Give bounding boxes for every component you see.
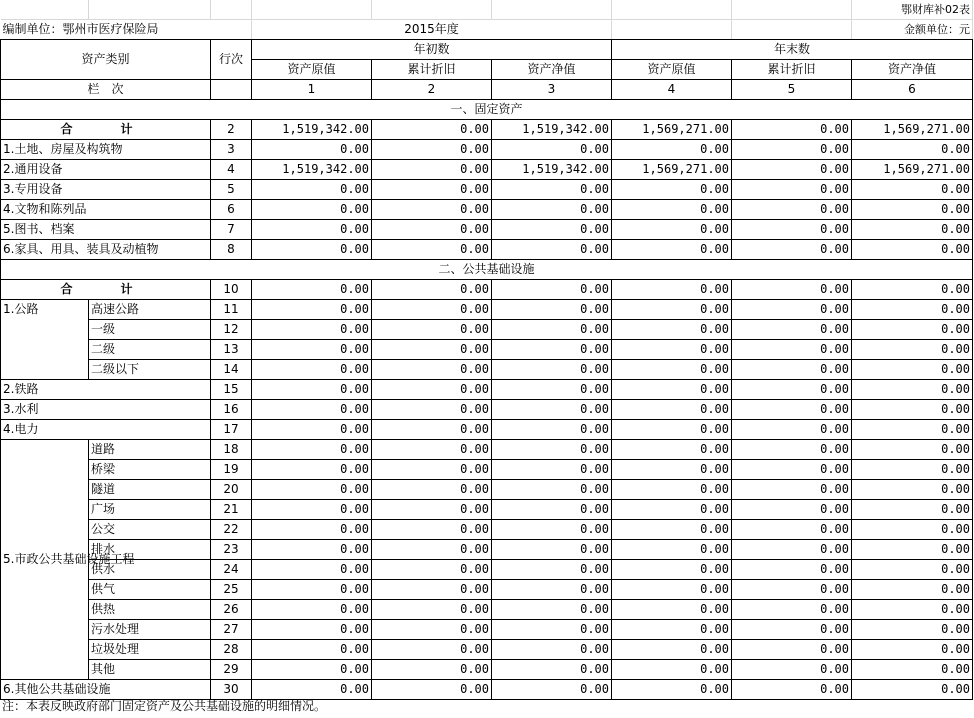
value-cell: 0.00: [252, 620, 372, 640]
value-cell: 0.00: [612, 320, 732, 340]
sub-label: 广场: [89, 500, 211, 520]
header-category: 资产类别: [1, 40, 211, 80]
value-cell: 0.00: [732, 420, 852, 440]
line-number: 3: [211, 140, 252, 160]
value-cell: 0.00: [852, 640, 973, 660]
line-number: 5: [211, 180, 252, 200]
value-cell: 0.00: [492, 520, 612, 540]
value-cell: 0.00: [492, 560, 612, 580]
value-cell: 0.00: [252, 660, 372, 680]
group-label-municipal: 5.市政公共基础设施工程: [1, 440, 89, 680]
value-cell: 0.00: [852, 240, 973, 260]
value-cell: 0.00: [492, 300, 612, 320]
value-cell: 0.00: [252, 180, 372, 200]
value-cell: 0.00: [252, 600, 372, 620]
value-cell: 1,569,271.00: [612, 160, 732, 180]
value-cell: 0.00: [612, 200, 732, 220]
table-row: [1, 600, 973, 620]
value-cell: 0.00: [612, 660, 732, 680]
value-cell: 0.00: [492, 400, 612, 420]
value-cell: 0.00: [852, 480, 973, 500]
value-cell: 0.00: [732, 240, 852, 260]
table-row: [1, 400, 973, 420]
value-cell: 0.00: [252, 400, 372, 420]
value-cell: 0.00: [612, 580, 732, 600]
value-cell: 0.00: [732, 540, 852, 560]
line-number: 15: [211, 380, 252, 400]
value-cell: 0.00: [492, 540, 612, 560]
line-number: 16: [211, 400, 252, 420]
value-cell: 0.00: [852, 280, 973, 300]
value-cell: 0.00: [252, 360, 372, 380]
value-cell: 0.00: [252, 200, 372, 220]
value-cell: 0.00: [492, 480, 612, 500]
col-num-2: 2: [372, 80, 492, 100]
header-begin-depreciation: 累计折旧: [372, 60, 492, 80]
value-cell: 0.00: [372, 660, 492, 680]
value-cell: 0.00: [612, 420, 732, 440]
table-row: [1, 420, 973, 440]
value-cell: 0.00: [732, 380, 852, 400]
value-cell: 0.00: [372, 420, 492, 440]
value-cell: 0.00: [612, 500, 732, 520]
value-cell: 0.00: [732, 200, 852, 220]
value-cell: 0.00: [492, 360, 612, 380]
value-cell: 0.00: [372, 240, 492, 260]
value-cell: 0.00: [252, 480, 372, 500]
table-row: [1, 660, 973, 680]
value-cell: 0.00: [252, 140, 372, 160]
value-cell: 0.00: [732, 320, 852, 340]
value-cell: 0.00: [492, 580, 612, 600]
value-cell: 0.00: [852, 220, 973, 240]
value-cell: 0.00: [252, 520, 372, 540]
value-cell: 0.00: [612, 220, 732, 240]
table-row: [1, 160, 973, 180]
value-cell: 0.00: [492, 220, 612, 240]
sub-label: 桥梁: [89, 460, 211, 480]
line-number: 18: [211, 440, 252, 460]
sub-label: 其他: [89, 660, 211, 680]
value-cell: 0.00: [612, 400, 732, 420]
section-fixed-assets-title: 一、固定资产: [1, 100, 973, 120]
value-cell: 0.00: [732, 600, 852, 620]
value-cell: 0.00: [492, 660, 612, 680]
value-cell: 0.00: [852, 200, 973, 220]
line-number: 11: [211, 300, 252, 320]
value-cell: 1,569,271.00: [612, 120, 732, 140]
value-cell: 0.00: [852, 460, 973, 480]
line-number: 17: [211, 420, 252, 440]
value-cell: 1,569,271.00: [852, 120, 973, 140]
value-cell: 1,569,271.00: [852, 160, 973, 180]
line-number: 6: [211, 200, 252, 220]
header-begin-of-year: 年初数: [252, 40, 612, 60]
value-cell: 0.00: [492, 500, 612, 520]
line-number: 7: [211, 220, 252, 240]
line-number: 10: [211, 280, 252, 300]
table-row: [1, 340, 973, 360]
value-cell: 0.00: [252, 300, 372, 320]
value-cell: 0.00: [372, 340, 492, 360]
value-cell: 0.00: [252, 460, 372, 480]
value-cell: 0.00: [612, 180, 732, 200]
line-number: 14: [211, 360, 252, 380]
table-row: [1, 580, 973, 600]
value-cell: 0.00: [612, 440, 732, 460]
line-number: 19: [211, 460, 252, 480]
value-cell: 0.00: [492, 240, 612, 260]
header-begin-original: 资产原值: [252, 60, 372, 80]
header-begin-net: 资产净值: [492, 60, 612, 80]
col-num-3: 3: [492, 80, 612, 100]
value-cell: 0.00: [372, 580, 492, 600]
value-cell: 0.00: [372, 160, 492, 180]
value-cell: 0.00: [612, 140, 732, 160]
total-row: [1, 280, 973, 300]
table-row: [1, 220, 973, 240]
value-cell: 0.00: [732, 160, 852, 180]
value-cell: 0.00: [372, 440, 492, 460]
value-cell: 0.00: [372, 220, 492, 240]
value-cell: 0.00: [372, 140, 492, 160]
line-number: 28: [211, 640, 252, 660]
table-row: [1, 500, 973, 520]
header-end-original: 资产原值: [612, 60, 732, 80]
value-cell: 0.00: [732, 440, 852, 460]
value-cell: 0.00: [852, 180, 973, 200]
value-cell: 0.00: [612, 340, 732, 360]
value-cell: 0.00: [372, 560, 492, 580]
sub-label: 排水: [89, 540, 211, 560]
col-num-5: 5: [732, 80, 852, 100]
row-label: 合 计: [1, 280, 211, 300]
table-row: [1, 140, 973, 160]
value-cell: 0.00: [252, 420, 372, 440]
value-cell: 0.00: [372, 500, 492, 520]
value-cell: 1,519,342.00: [252, 120, 372, 140]
value-cell: 0.00: [852, 420, 973, 440]
row-label: 合 计: [1, 120, 211, 140]
value-cell: 0.00: [492, 320, 612, 340]
value-cell: 0.00: [852, 400, 973, 420]
value-cell: 0.00: [492, 340, 612, 360]
row-label: 6.家具、用具、装具及动植物: [1, 240, 211, 260]
row-label: 2.铁路: [1, 380, 211, 400]
value-cell: 0.00: [372, 460, 492, 480]
header-end-of-year: 年末数: [612, 40, 973, 60]
value-cell: 0.00: [372, 480, 492, 500]
value-cell: 0.00: [372, 600, 492, 620]
line-number: 20: [211, 480, 252, 500]
line-number: 21: [211, 500, 252, 520]
value-cell: 0.00: [372, 320, 492, 340]
value-cell: 0.00: [732, 480, 852, 500]
value-cell: 0.00: [732, 180, 852, 200]
sub-label: 道路: [89, 440, 211, 460]
value-cell: 0.00: [852, 580, 973, 600]
sub-label: 垃圾处理: [89, 640, 211, 660]
value-cell: 0.00: [492, 180, 612, 200]
value-cell: 0.00: [732, 660, 852, 680]
table-row: [1, 560, 973, 580]
table-row: [1, 460, 973, 480]
line-number: 8: [211, 240, 252, 260]
value-cell: 1,519,342.00: [492, 120, 612, 140]
value-cell: 0.00: [612, 300, 732, 320]
value-cell: 0.00: [732, 580, 852, 600]
value-cell: 0.00: [852, 540, 973, 560]
section-fixed-assets: [1, 100, 973, 120]
sub-label: 供气: [89, 580, 211, 600]
currency-unit: 金额单位：元: [852, 20, 973, 40]
row-label: 4.文物和陈列品: [1, 200, 211, 220]
line-number: 12: [211, 320, 252, 340]
value-cell: 0.00: [732, 280, 852, 300]
value-cell: 0.00: [492, 200, 612, 220]
line-number: 23: [211, 540, 252, 560]
value-cell: 0.00: [852, 680, 973, 700]
value-cell: 0.00: [852, 620, 973, 640]
table-row: [1, 200, 973, 220]
value-cell: 0.00: [612, 540, 732, 560]
value-cell: 0.00: [252, 240, 372, 260]
value-cell: 0.00: [252, 580, 372, 600]
value-cell: 0.00: [852, 320, 973, 340]
table-row: [1, 180, 973, 200]
value-cell: 0.00: [852, 440, 973, 460]
value-cell: 0.00: [612, 600, 732, 620]
value-cell: 0.00: [852, 340, 973, 360]
value-cell: 0.00: [372, 120, 492, 140]
value-cell: 0.00: [852, 500, 973, 520]
value-cell: 0.00: [492, 680, 612, 700]
value-cell: 0.00: [732, 520, 852, 540]
value-cell: 0.00: [492, 460, 612, 480]
value-cell: 0.00: [372, 640, 492, 660]
table-row: [1, 520, 973, 540]
table-row: [1, 640, 973, 660]
value-cell: 0.00: [372, 400, 492, 420]
total-row: [1, 120, 973, 140]
value-cell: 0.00: [372, 520, 492, 540]
value-cell: 0.00: [732, 400, 852, 420]
value-cell: 0.00: [732, 500, 852, 520]
value-cell: 0.00: [732, 140, 852, 160]
value-cell: 0.00: [732, 300, 852, 320]
table-row: [1, 320, 973, 340]
value-cell: 0.00: [492, 280, 612, 300]
sub-label: 一级: [89, 320, 211, 340]
value-cell: 0.00: [252, 380, 372, 400]
column-label: 栏 次: [1, 80, 211, 100]
value-cell: 0.00: [252, 640, 372, 660]
value-cell: 0.00: [852, 660, 973, 680]
value-cell: 0.00: [852, 600, 973, 620]
sub-label: 隧道: [89, 480, 211, 500]
value-cell: 0.00: [372, 620, 492, 640]
value-cell: 0.00: [372, 280, 492, 300]
value-cell: 0.00: [732, 640, 852, 660]
line-number: 24: [211, 560, 252, 580]
value-cell: 0.00: [372, 200, 492, 220]
form-code: 鄂财库补02表: [852, 0, 973, 20]
row-label: 6.其他公共基础设施: [1, 680, 211, 700]
header-end-depreciation: 累计折旧: [732, 60, 852, 80]
value-cell: 1,519,342.00: [492, 160, 612, 180]
value-cell: 0.00: [612, 240, 732, 260]
line-number: 29: [211, 660, 252, 680]
value-cell: 0.00: [852, 560, 973, 580]
col-num-1: 1: [252, 80, 372, 100]
line-number: 22: [211, 520, 252, 540]
table-row: [1, 620, 973, 640]
section-public-infrastructure: [1, 260, 973, 280]
value-cell: 0.00: [852, 300, 973, 320]
value-cell: 0.00: [252, 320, 372, 340]
value-cell: 0.00: [732, 340, 852, 360]
value-cell: 0.00: [732, 220, 852, 240]
value-cell: 0.00: [852, 520, 973, 540]
value-cell: 0.00: [852, 360, 973, 380]
value-cell: 0.00: [492, 600, 612, 620]
value-cell: 0.00: [252, 280, 372, 300]
value-cell: 0.00: [612, 680, 732, 700]
value-cell: 0.00: [492, 440, 612, 460]
value-cell: 0.00: [732, 460, 852, 480]
group-label-road: 1.公路: [1, 300, 89, 380]
value-cell: 0.00: [732, 360, 852, 380]
table-row: [1, 440, 973, 460]
sub-label: 二级以下: [89, 360, 211, 380]
value-cell: 0.00: [372, 540, 492, 560]
value-cell: 0.00: [252, 680, 372, 700]
value-cell: 0.00: [852, 140, 973, 160]
value-cell: 0.00: [492, 140, 612, 160]
row-label: 3.专用设备: [1, 180, 211, 200]
value-cell: 0.00: [372, 300, 492, 320]
value-cell: 0.00: [372, 360, 492, 380]
row-label: 4.电力: [1, 420, 211, 440]
value-cell: 0.00: [372, 180, 492, 200]
value-cell: 0.00: [372, 380, 492, 400]
value-cell: 0.00: [732, 680, 852, 700]
col-num-4: 4: [612, 80, 732, 100]
value-cell: 0.00: [492, 620, 612, 640]
header-end-net: 资产净值: [852, 60, 973, 80]
table-row: [1, 300, 973, 320]
line-number: 30: [211, 680, 252, 700]
value-cell: 0.00: [492, 640, 612, 660]
line-number: 27: [211, 620, 252, 640]
sub-label: 公交: [89, 520, 211, 540]
line-number: 26: [211, 600, 252, 620]
value-cell: 0.00: [612, 280, 732, 300]
footnote: 注：本表反映政府部门固定资产及公共基础设施的明细情况。: [2, 699, 327, 713]
table-row: [1, 540, 973, 560]
value-cell: 0.00: [252, 440, 372, 460]
value-cell: 0.00: [612, 560, 732, 580]
section-public-infrastructure-title: 二、公共基础设施: [1, 260, 973, 280]
sub-label: 高速公路: [89, 300, 211, 320]
table-row: [1, 360, 973, 380]
report-year: 2015年度: [252, 20, 612, 40]
value-cell: 0.00: [492, 380, 612, 400]
value-cell: 0.00: [612, 380, 732, 400]
row-label: 2.通用设备: [1, 160, 211, 180]
value-cell: 0.00: [492, 420, 612, 440]
header-line-no: 行次: [211, 40, 252, 80]
value-cell: 0.00: [612, 520, 732, 540]
row-label: 1.土地、房屋及构筑物: [1, 140, 211, 160]
value-cell: 0.00: [252, 220, 372, 240]
value-cell: 0.00: [732, 120, 852, 140]
value-cell: 0.00: [252, 540, 372, 560]
value-cell: 0.00: [252, 500, 372, 520]
value-cell: 0.00: [732, 560, 852, 580]
compiling-unit: 编制单位：鄂州市医疗保险局: [1, 20, 252, 40]
value-cell: 0.00: [372, 680, 492, 700]
row-label: 5.图书、档案: [1, 220, 211, 240]
table-row: [1, 380, 973, 400]
col-num-6: 6: [852, 80, 973, 100]
line-number: 25: [211, 580, 252, 600]
value-cell: 0.00: [612, 620, 732, 640]
table-row: [1, 480, 973, 500]
value-cell: 1,519,342.00: [252, 160, 372, 180]
value-cell: 0.00: [612, 640, 732, 660]
value-cell: 0.00: [612, 480, 732, 500]
sub-label: 二级: [89, 340, 211, 360]
table-row: [1, 240, 973, 260]
sub-label: 污水处理: [89, 620, 211, 640]
line-number: 4: [211, 160, 252, 180]
row-label: 3.水利: [1, 400, 211, 420]
value-cell: 0.00: [612, 360, 732, 380]
value-cell: 0.00: [252, 560, 372, 580]
value-cell: 0.00: [852, 380, 973, 400]
sub-label: 供水: [89, 560, 211, 580]
value-cell: 0.00: [732, 620, 852, 640]
value-cell: 0.00: [252, 340, 372, 360]
sub-label: 供热: [89, 600, 211, 620]
value-cell: 0.00: [612, 460, 732, 480]
line-number: 13: [211, 340, 252, 360]
line-number: 2: [211, 120, 252, 140]
